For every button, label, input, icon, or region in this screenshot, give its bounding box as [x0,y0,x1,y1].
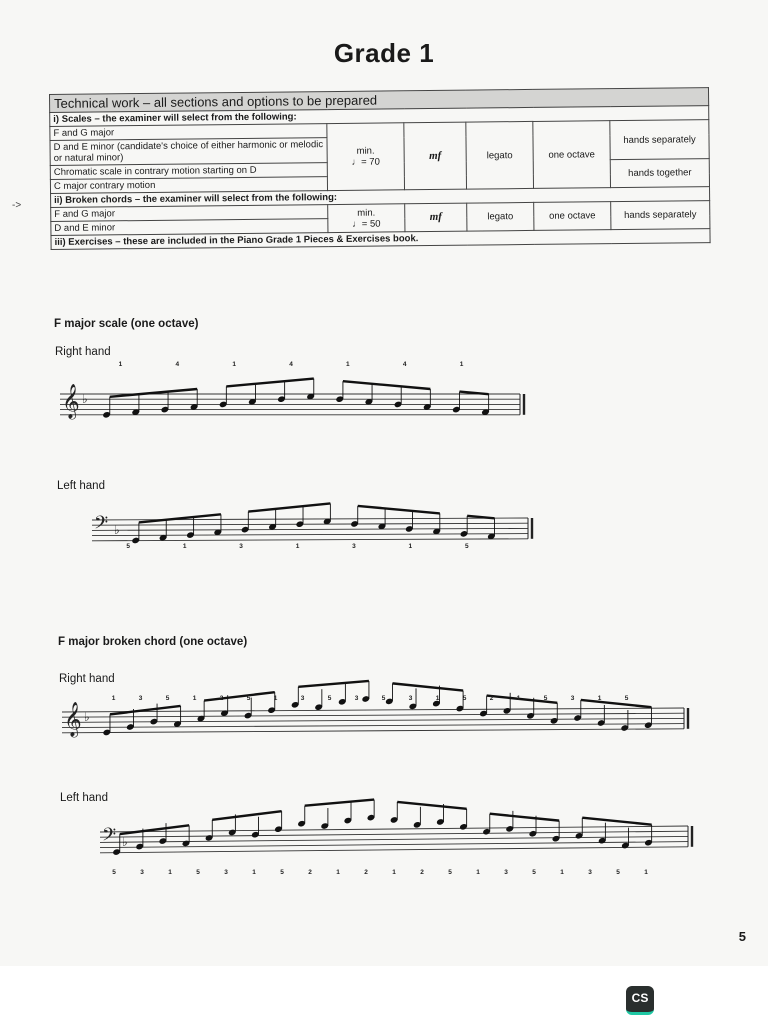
chord-lh-fingering: 1 [168,869,172,876]
scale-lh-fingering: 1 [182,543,187,550]
scale-lh-fingering: 5 [464,543,469,550]
broken-tempo-min: min. [357,207,376,219]
chord-rh-staff-line [62,713,684,717]
exercises-note: iii) Exercises – these are included in the Piano Grade 1 Pieces & Exercises book. [51,229,710,250]
margin-mark: -> [12,200,22,211]
chord-rh-staff-line [62,724,684,728]
chord-lh-beam [120,825,189,834]
chord-lh-fingering: 1 [560,869,564,876]
chord-right-hand-label: Right hand [59,673,115,685]
chord-lh-fingering: 5 [532,869,536,876]
scales-tempo-value: ♩= 70 [351,156,380,168]
chord-section-title: F major broken chord (one octave) [58,636,248,648]
chord-lh-fingering: 2 [364,869,368,876]
chord-rh-fingering: 1 [273,695,278,702]
scale-rh-fingering: 1 [346,361,350,368]
scale-rh-beam [226,379,313,387]
scale-left-hand-label: Left hand [57,480,105,492]
scales-row-4: C major contrary motion [50,177,327,194]
scale-rh-fingering: 4 [175,361,180,368]
broken-range: one octave [534,202,611,231]
scale-rh-fingering: 1 [459,361,464,368]
chord-rh-staff-line [62,729,684,733]
chord-lh-beam [582,818,651,825]
chord-rh-fingering: 3 [570,695,575,702]
chord-rh-fingering: 1 [435,695,440,702]
scales-hands-together: hands together [610,159,709,188]
chord-lh-fingering: 3 [224,869,228,876]
chord-lh-beam [212,811,281,820]
scale-right-hand-label: Right hand [55,346,111,358]
scale-section-title: F major scale (one octave) [54,318,199,330]
scale-lh-beam [139,514,221,522]
chord-lh-staff-line [100,847,688,853]
page-number: 5 [738,929,746,944]
scale-lh-staff-line [92,523,528,525]
chord-rh-fingering: 1 [111,695,116,702]
scales-row-1: F and G major [50,124,327,141]
scale-lh-fingering: 3 [352,543,356,550]
chord-lh-fingering: 1 [252,869,256,876]
chord-rh-beam [298,681,369,687]
chord-lh-beam [490,814,559,821]
scales-dynamic: mf [404,122,467,190]
chord-rh-beam [110,706,181,714]
chord-lh-staff-line [100,831,688,837]
chord-lh-fingering: 3 [140,869,144,876]
scale-rh-beam [110,389,197,397]
chord-lh-fingering: 3 [588,869,592,876]
chord-rh-fingering: 5 [165,695,170,702]
chord-lh-fingering: 5 [448,869,452,876]
treble-clef: 𝄞 [64,702,82,737]
broken-dynamic: mf [405,203,467,232]
page-title: Grade 1 [333,38,435,68]
scale-lh-staff-line [92,528,528,530]
chord-rh-fingering: 3 [408,695,413,702]
chord-lh-fingering: 1 [336,869,340,876]
scale-lh-fingering: 3 [239,543,243,550]
chord-lh-fingering: 1 [392,869,396,876]
bass-clef: 𝄢 [94,513,109,538]
scales-tempo-min: min. [356,145,375,157]
scale-lh-fingering: 1 [408,543,413,550]
chord-rh-beam [204,692,275,700]
scales-range: one octave [533,121,611,189]
chord-rh-fingering: 3 [300,695,305,702]
chord-rh-fingering: 5 [381,695,386,702]
camscanner-logo: CS [626,986,654,1015]
chord-lh-beam [305,800,374,806]
flat-key-signature: ♭ [114,523,120,537]
chord-rh-beam [392,683,463,690]
treble-clef: 𝄞 [62,384,80,419]
chord-rh-fingering: 1 [597,695,602,702]
scale-lh-staff-line [92,539,528,541]
scales-row-2: D and E minor (candidate's choice of either harmonic or melodic or natural minor) [50,138,327,166]
chord-rh-fingering: 5 [462,695,467,702]
chord-rh-fingering: 5 [624,695,629,702]
scales-articulation: legato [466,121,534,189]
broken-chords-heading: ii) Broken chords – the examiner will select from the following: [51,187,710,208]
broken-tempo-value: ♩= 50 [352,218,381,230]
chord-lh-fingering: 1 [644,869,648,876]
scale-lh-fingering: 5 [126,543,131,550]
flat-key-signature: ♭ [82,392,88,406]
table-header: Technical work – all sections and options to be prepared [50,88,709,113]
chord-rh-fingering: 1 [516,695,521,702]
chord-rh-fingering: 2 [219,695,224,702]
chord-lh-staff-line [100,826,688,832]
chord-lh-fingering: 5 [616,869,620,876]
chord-rh-fingering: 5 [327,695,332,702]
scales-hands-separately: hands separately [610,120,709,160]
chord-lh-fingering: 5 [196,869,200,876]
scales-row-3: Chromatic scale in contrary motion starting on D [50,163,327,180]
scale-rh-beam [343,381,430,389]
scale-rh-fingering: 4 [402,361,407,368]
broken-articulation: legato [467,202,534,231]
flat-key-signature: ♭ [84,710,90,724]
chord-rh-beam [581,700,652,707]
scale-lh-beam [358,506,440,513]
scales-heading: i) Scales – the examiner will select from the following: [50,106,709,127]
chord-lh-fingering: 2 [420,869,424,876]
scale-rh-fingering: 1 [232,361,236,368]
broken-row-1: F and G major [51,205,328,222]
chord-lh-fingering: 5 [280,869,284,876]
chord-rh-fingering: 5 [246,695,251,702]
bass-clef: 𝄢 [102,825,117,850]
chord-lh-beam [397,802,466,809]
broken-row-2: D and E minor [51,219,328,236]
scale-lh-beam [248,503,330,511]
scale-lh-fingering: 1 [295,543,300,550]
broken-hands: hands separately [611,201,710,230]
scale-rh-fingering: 4 [289,361,293,368]
chord-left-hand-label: Left hand [60,792,108,804]
chord-rh-fingering: 2 [489,695,494,702]
chord-rh-fingering: 5 [543,695,548,702]
chord-rh-fingering: 3 [138,695,143,702]
chord-rh-fingering: 3 [354,695,359,702]
chord-lh-fingering: 1 [476,869,480,876]
scale-rh-fingering: 1 [118,361,123,368]
chord-lh-fingering: 5 [112,869,116,876]
chord-lh-fingering: 2 [308,869,312,876]
chord-lh-fingering: 3 [504,869,508,876]
flat-key-signature: ♭ [122,835,128,849]
chord-rh-fingering: 1 [192,695,197,702]
